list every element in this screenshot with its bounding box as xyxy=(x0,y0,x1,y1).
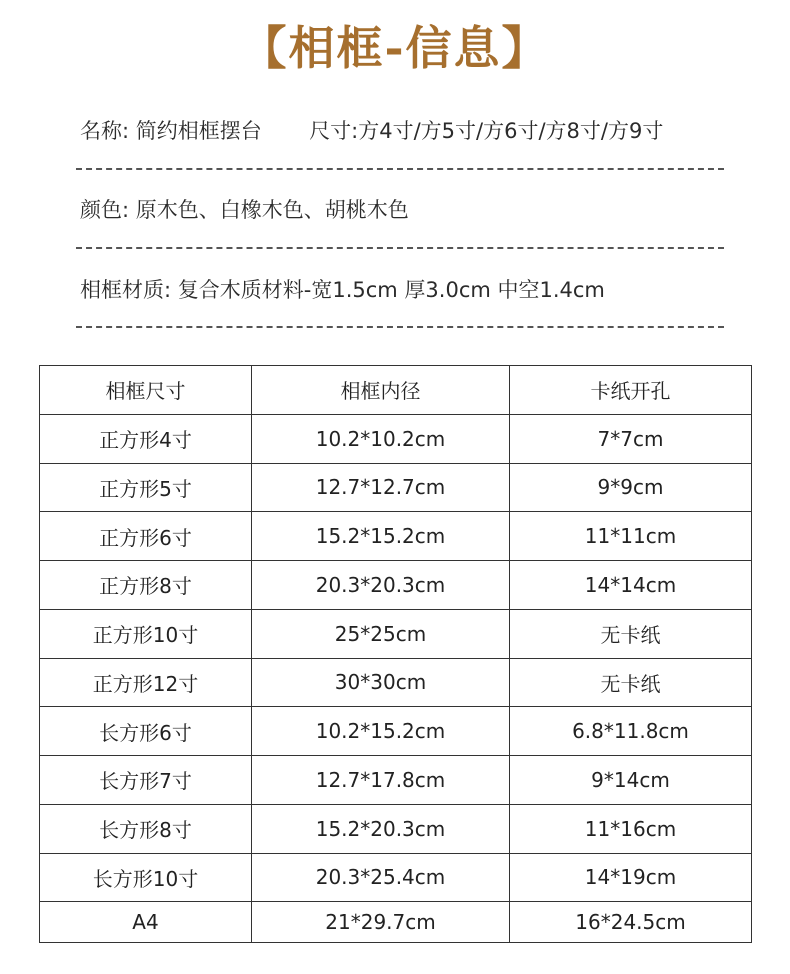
table-cell: 9*9cm xyxy=(510,463,752,512)
table-header-cell: 卡纸开孔 xyxy=(510,366,752,415)
table-header-row xyxy=(40,366,752,415)
size-value: 方4寸/方5寸/方6寸/方8寸/方9寸 xyxy=(358,119,664,143)
table-cell: 长方形10寸 xyxy=(40,853,252,902)
table-cell: 长方形7寸 xyxy=(40,756,252,805)
size-label: 尺寸: xyxy=(309,119,359,143)
table-cell: A4 xyxy=(40,902,252,943)
table-cell: 10.2*15.2cm xyxy=(252,707,510,756)
table-row xyxy=(40,756,752,805)
table-cell: 20.3*20.3cm xyxy=(252,561,510,610)
material-line xyxy=(80,276,605,304)
color-label: 颜色: xyxy=(80,198,130,222)
table-cell: 9*14cm xyxy=(510,756,752,805)
table-cell: 16*24.5cm xyxy=(510,902,752,943)
table-row xyxy=(40,463,752,512)
table-cell: 无卡纸 xyxy=(510,658,752,707)
table-header-cell: 相框内径 xyxy=(252,366,510,415)
material-label: 相框材质: xyxy=(80,278,172,302)
table-cell: 正方形4寸 xyxy=(40,414,252,463)
table-row xyxy=(40,609,752,658)
table-cell: 正方形10寸 xyxy=(40,609,252,658)
table-cell: 15.2*15.2cm xyxy=(252,512,510,561)
page-title: 【相框-信息】 xyxy=(240,21,550,75)
table-cell: 11*16cm xyxy=(510,804,752,853)
table-cell: 15.2*20.3cm xyxy=(252,804,510,853)
material-value: 复合木质材料-宽1.5cm 厚3.0cm 中空1.4cm xyxy=(177,278,605,302)
table-row xyxy=(40,512,752,561)
color-value: 原木色、白橡木色、胡桃木色 xyxy=(135,198,409,222)
table-row xyxy=(40,902,752,943)
table-cell: 30*30cm xyxy=(252,658,510,707)
name-value: 简约相框摆台 xyxy=(135,119,262,143)
table-row xyxy=(40,561,752,610)
color-line xyxy=(80,196,409,224)
table-cell: 12.7*12.7cm xyxy=(252,463,510,512)
table-row xyxy=(40,658,752,707)
table-cell: 14*19cm xyxy=(510,853,752,902)
table-cell: 无卡纸 xyxy=(510,609,752,658)
spec-table xyxy=(39,365,752,943)
name-label: 名称: xyxy=(80,119,130,143)
table-cell: 6.8*11.8cm xyxy=(510,707,752,756)
divider xyxy=(76,247,724,249)
table-row xyxy=(40,707,752,756)
table-cell: 长方形8寸 xyxy=(40,804,252,853)
table-row xyxy=(40,414,752,463)
divider xyxy=(76,326,724,328)
table-cell: 长方形6寸 xyxy=(40,707,252,756)
table-cell: 12.7*17.8cm xyxy=(252,756,510,805)
table-cell: 正方形5寸 xyxy=(40,463,252,512)
table-cell: 7*7cm xyxy=(510,414,752,463)
table-cell: 25*25cm xyxy=(252,609,510,658)
name-size-line xyxy=(80,117,663,145)
table-cell: 20.3*25.4cm xyxy=(252,853,510,902)
table-cell: 正方形8寸 xyxy=(40,561,252,610)
table-cell: 正方形6寸 xyxy=(40,512,252,561)
table-row xyxy=(40,853,752,902)
table-cell: 10.2*10.2cm xyxy=(252,414,510,463)
table-header-cell: 相框尺寸 xyxy=(40,366,252,415)
divider xyxy=(76,168,724,170)
table-cell: 21*29.7cm xyxy=(252,902,510,943)
table-cell: 正方形12寸 xyxy=(40,658,252,707)
table-cell: 11*11cm xyxy=(510,512,752,561)
table-cell: 14*14cm xyxy=(510,561,752,610)
table-row xyxy=(40,804,752,853)
